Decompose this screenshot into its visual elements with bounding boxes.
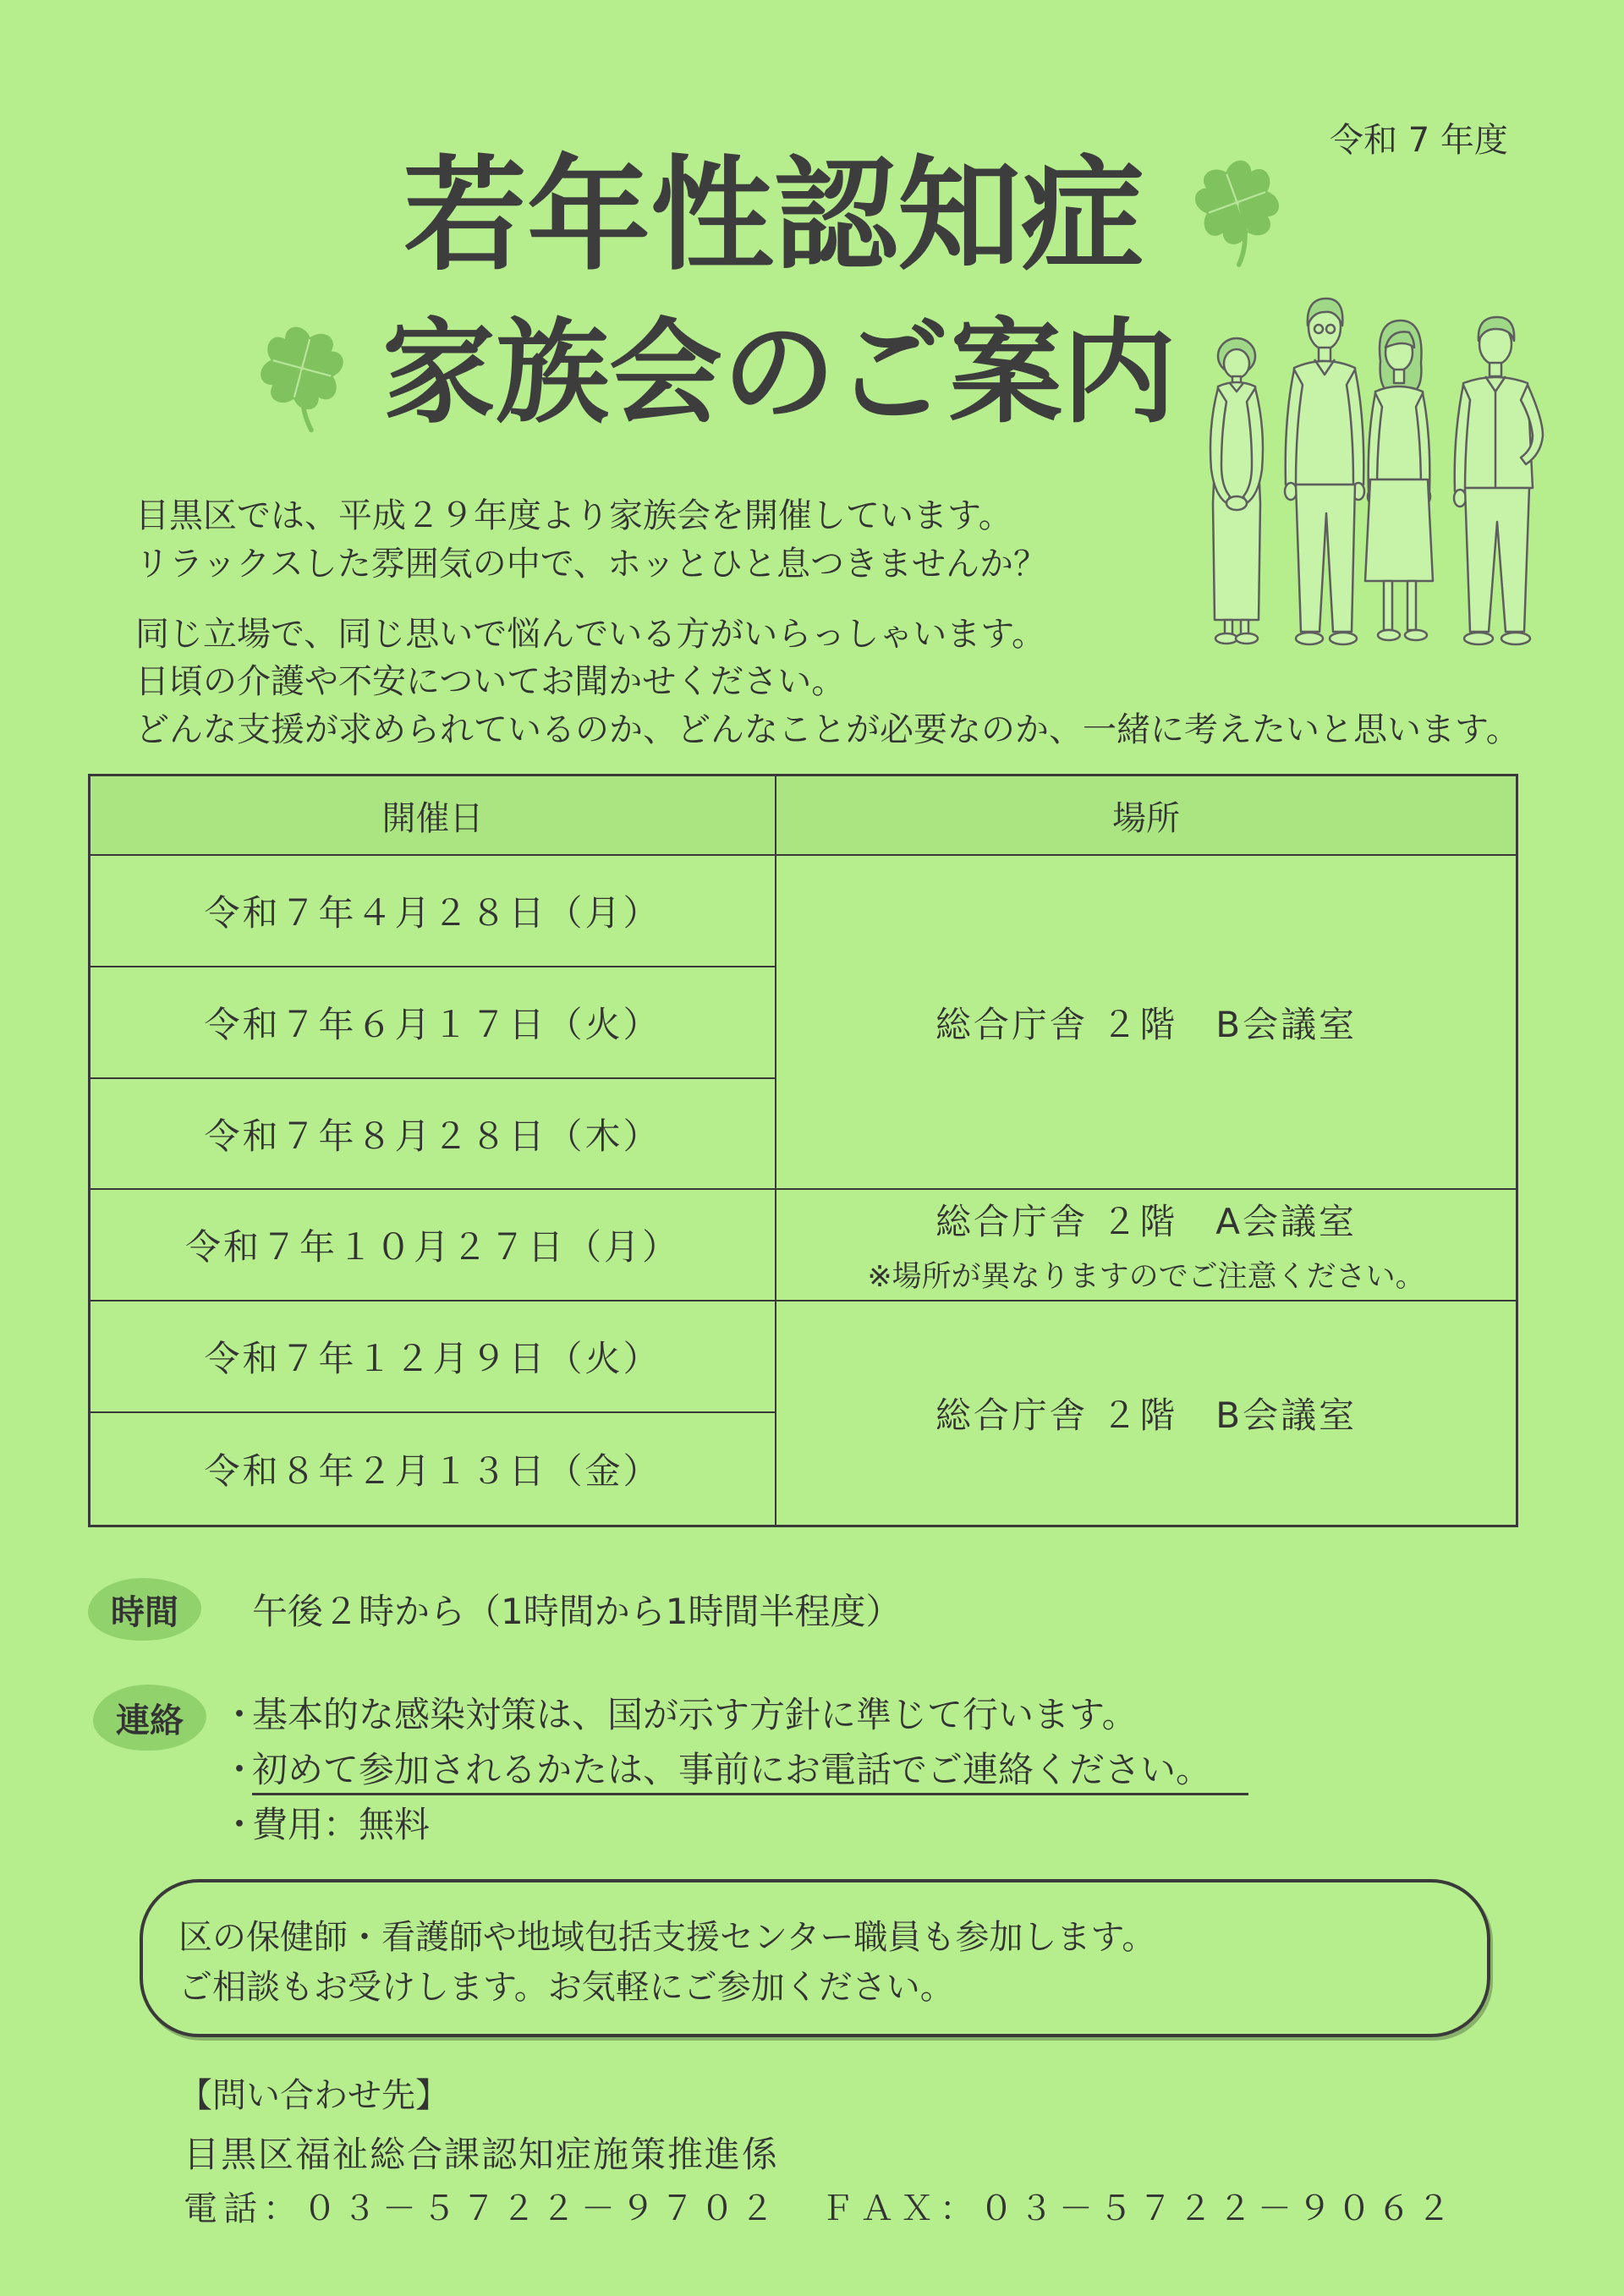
contact-heading: 【問い合わせ先】: [178, 2076, 449, 2115]
date-cell: 令和７年１２月９日（火）: [91, 1301, 776, 1413]
date-cell: 令和７年１０月２７日（月）: [91, 1190, 776, 1301]
head: [1224, 349, 1249, 378]
shoe: [1405, 630, 1427, 640]
leg: [1407, 581, 1416, 630]
date-cell: 令和７年４月２８日（月）: [91, 856, 776, 967]
place-name: 総合庁舎 ２階 B会議室: [935, 1395, 1358, 1437]
fiscal-year: 令和 7 年度: [1330, 121, 1508, 160]
person-tall-man: [1285, 299, 1364, 644]
header-date: 開催日: [91, 776, 776, 856]
contact-phone: 電話：０３－５７２２－９７０２: [184, 2189, 780, 2228]
time-text: 午後２時から（1時間から1時間半程度）: [252, 1591, 902, 1632]
bullet: ・: [222, 1804, 258, 1845]
date-cell: 令和７年８月２８日（木）: [91, 1079, 776, 1191]
notes-label: 連絡: [93, 1685, 206, 1751]
staff-info-line: 区の保健師・看護師や地域包括支援センター職員も参加します。: [178, 1918, 1156, 1957]
intro-line: どんな支援が求められているのか、どんなことが必要なのか、一緒に考えたいと思います。: [135, 710, 1520, 749]
date-cell: 令和７年６月１７日（火）: [91, 967, 776, 1079]
person-elder-man: [1454, 317, 1543, 644]
intro-line: 日頃の介護や不安についてお聞かせください。: [135, 662, 846, 701]
contact-fax: ＦＡＸ：０３－５７２２－９０６２: [820, 2189, 1457, 2228]
hand: [1454, 490, 1466, 507]
person-elder-woman: [1210, 338, 1263, 644]
shoe: [1464, 633, 1493, 644]
note-item: 費用：無料: [252, 1804, 431, 1845]
hands: [1226, 496, 1247, 510]
contact-department: 目黒区福祉総合課認知症施策推進係: [184, 2134, 780, 2175]
clover-icon: [1184, 151, 1290, 273]
place-name: 総合庁舎 ２階 A会議室: [935, 1201, 1358, 1243]
clover-leaves: [1188, 152, 1287, 252]
shoe: [1215, 633, 1237, 644]
bullet: ・: [222, 1749, 258, 1790]
intro-line: 同じ立場で、同じ思いで悩んでいる方がいらっしゃいます。: [135, 615, 1045, 654]
intro-line: リラックスした雰囲気の中で、ホッとひと息つきませんか？: [135, 545, 1047, 584]
date-cell: 令和８年２月１３日（金）: [91, 1413, 776, 1525]
clover-icon: [250, 316, 354, 439]
shoe: [1378, 630, 1400, 640]
neck: [1319, 348, 1330, 361]
schedule-table: [88, 774, 1518, 1527]
pants: [1465, 488, 1529, 632]
place-cell: [776, 856, 1516, 1190]
title-line-1: 若年性認知症: [403, 144, 1144, 288]
person-woman: [1365, 321, 1433, 640]
shoe: [1330, 633, 1357, 644]
place-name: 総合庁舎 ２階 B会議室: [935, 1003, 1358, 1045]
shoe: [1501, 633, 1530, 644]
time-label: 時間: [88, 1578, 201, 1641]
leg: [1384, 581, 1392, 630]
place-cell: [776, 1190, 1516, 1301]
bullet: ・: [222, 1694, 258, 1735]
note-item: 基本的な感染対策は、国が示す方針に準じて行います。: [252, 1694, 1138, 1735]
staff-info-box: [140, 1879, 1490, 2037]
skirt: [1365, 479, 1433, 581]
neck: [1490, 363, 1501, 376]
header-place: 場所: [776, 776, 1516, 856]
title-line-2: 家族会のご案内: [382, 307, 1177, 439]
staff-info-line: ご相談もお受けします。お気軽にご参加ください。: [178, 1968, 954, 2007]
shoe: [1236, 633, 1258, 644]
neck: [1394, 370, 1404, 383]
shoe: [1296, 633, 1323, 644]
pants: [1296, 485, 1355, 632]
family-illustration: [1201, 292, 1548, 655]
place-cell: [776, 1301, 1516, 1525]
place-note: ※場所が異なりますのでご注意ください。: [867, 1260, 1425, 1295]
note-item-emphasized: 初めて参加されるかたは、事前にお電話でご連絡ください。: [252, 1752, 1248, 1795]
intro-line: 目黒区では、平成２９年度より家族会を開催しています。: [135, 496, 1012, 535]
